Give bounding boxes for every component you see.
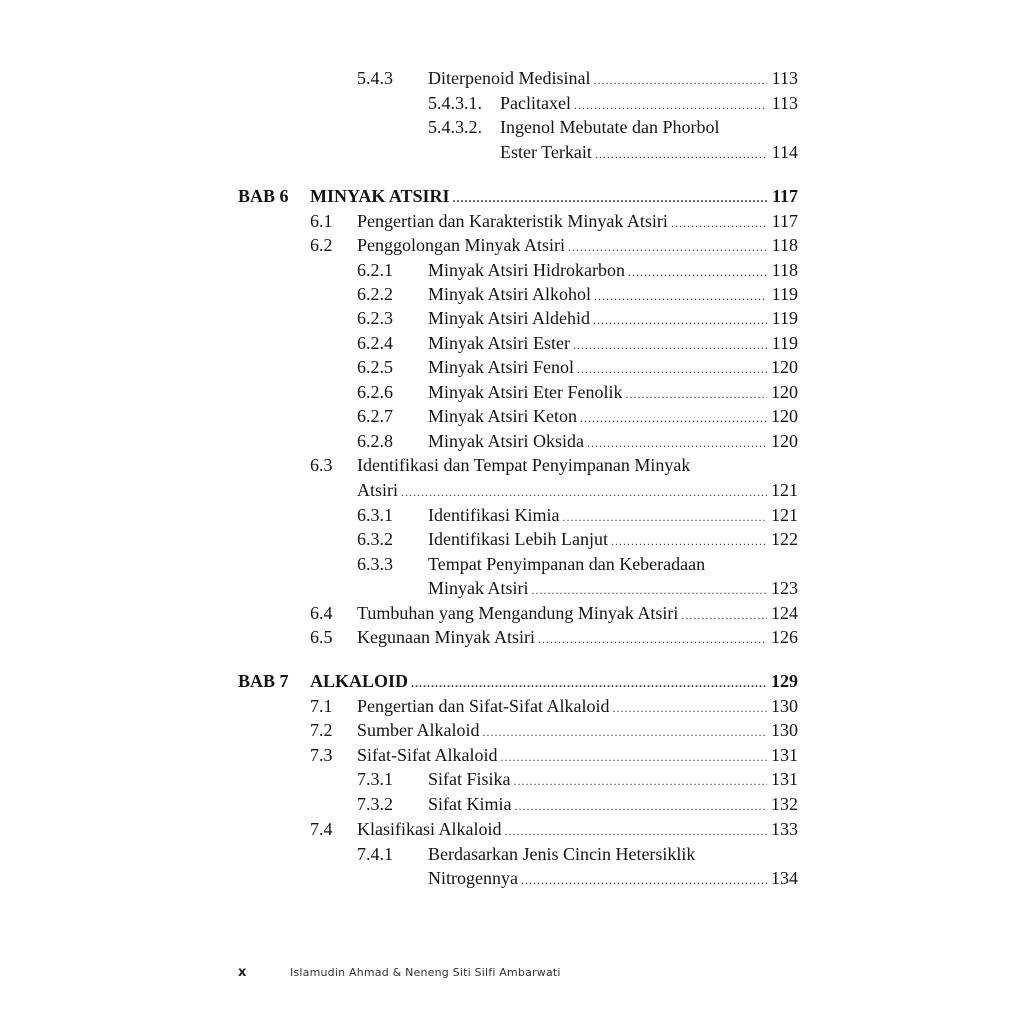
toc-title: Sifat-Sifat Alkaloid [357,745,498,765]
toc-entry-6-3-3-line2[interactable] [428,576,798,600]
dot-leader [625,382,767,406]
toc-number: 5.4.3.2. [428,117,482,137]
toc-entry-7-3-1[interactable] [428,767,798,791]
dot-leader [504,819,767,843]
toc-number: 6.2.4 [357,333,393,353]
toc-entry-7-4-1-line2[interactable] [428,866,798,890]
toc-page: 119 [771,284,798,304]
toc-chapter-7[interactable] [310,669,798,693]
toc-page: 113 [771,68,798,88]
toc-entry-6-2-4[interactable] [428,331,798,355]
dot-leader [532,578,767,602]
toc-number: 7.3.1 [357,769,393,789]
toc-number: 6.4 [310,603,333,623]
toc-title: Klasifikasi Alkaloid [357,819,502,839]
toc-entry-7-1[interactable] [357,694,798,718]
toc-title: Identifikasi Lebih Lanjut [428,529,608,549]
toc-page: 114 [771,142,798,162]
chapter-number: BAB 6 [238,186,289,206]
toc-page: 113 [771,93,798,113]
toc-title: Nitrogennya [428,868,518,888]
toc-entry-7-4[interactable] [357,817,798,841]
dot-leader [594,284,767,308]
toc-number: 6.2 [310,235,333,255]
dot-leader [681,603,767,627]
dot-leader [453,186,767,210]
dot-leader [573,333,767,357]
dot-leader [580,406,767,430]
toc-page: 119 [771,308,798,328]
toc-entry-5-4-3[interactable] [428,66,798,90]
toc-title: Pengertian dan Sifat-Sifat Alkaloid [357,696,610,716]
toc-number: 6.2.2 [357,284,393,304]
toc-page: 129 [771,671,798,691]
toc-title: Sumber Alkaloid [357,720,480,740]
dot-leader [515,794,768,818]
dot-leader [593,308,767,332]
toc-entry-6-3-2[interactable] [428,527,798,551]
toc-number: 6.2.8 [357,431,393,451]
toc-title: Minyak Atsiri Alkohol [428,284,592,304]
toc-entry-6-2-8[interactable] [428,429,798,453]
toc-title: Tumbuhan yang Mengandung Minyak Atsiri [357,603,679,623]
dot-leader [562,505,767,529]
toc-entry-6-3-1[interactable] [428,503,798,527]
toc-number: 7.2 [310,720,333,740]
dot-leader [538,627,767,651]
toc-entry-6-2-1[interactable] [428,258,798,282]
toc-title: Minyak Atsiri Hidrokarbon [428,260,625,280]
toc-number: 6.2.6 [357,382,393,402]
toc-page: 131 [771,745,798,765]
toc-title: Minyak Atsiri Ester [428,333,570,353]
toc-title: Ester Terkait [500,142,592,162]
toc-title: Minyak Atsiri Oksida [428,431,584,451]
toc-entry-7-4-1-line1[interactable] [428,842,798,866]
toc-page: 120 [771,406,798,426]
dot-leader [521,868,767,892]
toc-number: 5.4.3.1. [428,93,482,113]
dot-leader [411,671,767,695]
toc-number: 5.4.3 [357,68,393,88]
toc-page: 122 [771,529,798,549]
dot-leader [628,260,767,284]
toc-entry-6-1[interactable] [357,209,798,233]
toc-page: 123 [771,578,798,598]
toc-number: 6.2.7 [357,406,393,426]
toc-entry-6-2-5[interactable] [428,355,798,379]
toc-entry-6-2-2[interactable] [428,282,798,306]
toc-title: Identifikasi Kimia [428,505,560,525]
toc-title: Tempat Penyimpanan dan Keberadaan [428,554,706,574]
toc-entry-6-2-7[interactable] [428,404,798,428]
toc-page: 133 [771,819,798,839]
toc-title: Minyak Atsiri [428,578,529,598]
toc-number: 7.4.1 [357,844,393,864]
dot-leader [595,142,767,166]
chapter-title: ALKALOID [310,671,409,691]
toc-number: 7.3 [310,745,333,765]
toc-entry-6-2-3[interactable] [428,306,798,330]
toc-title: Penggolongan Minyak Atsiri [357,235,565,255]
dot-leader [514,769,767,793]
toc-entry-5-4-3-2-line2[interactable] [500,140,798,164]
toc-entry-6-5[interactable] [357,625,798,649]
chapter-number: BAB 7 [238,671,289,691]
toc-entry-6-3-line1[interactable] [357,453,798,477]
toc-entry-6-4[interactable] [357,601,798,625]
dot-leader [612,696,767,720]
toc-number: 6.1 [310,211,333,231]
toc-page: 120 [771,431,798,451]
toc-title: Identifikasi dan Tempat Penyimpanan Minyak [357,455,691,475]
toc-page: 130 [771,720,798,740]
toc-page: 120 [771,382,798,402]
toc-number: 7.4 [310,819,333,839]
footer-authors: Islamudin Ahmad & Neneng Siti Silfi Ambarwati [290,966,561,979]
toc-number: 7.3.2 [357,794,393,814]
dot-leader [483,720,768,744]
toc-number: 6.3.1 [357,505,393,525]
toc-number: 6.2.3 [357,308,393,328]
dot-leader [587,431,767,455]
toc-page: 121 [771,505,798,525]
toc-title: Minyak Atsiri Keton [428,406,577,426]
toc-title: Pengertian dan Karakteristik Minyak Atsiri [357,211,668,231]
toc-page: 132 [771,794,798,814]
toc-entry-6-2-6[interactable] [428,380,798,404]
toc-entry-7-3-2[interactable] [428,792,798,816]
toc-number: 6.5 [310,627,333,647]
toc-number: 6.2.5 [357,357,393,377]
toc-number: 6.3 [310,455,333,475]
toc-entry-7-2[interactable] [357,718,798,742]
toc-page: 130 [771,696,798,716]
toc-page: 119 [771,333,798,353]
toc-page: 131 [771,769,798,789]
dot-leader [671,211,767,235]
toc-title: Minyak Atsiri Fenol [428,357,575,377]
toc-page: 121 [771,480,798,500]
toc-title: Sifat Fisika [428,769,511,789]
toc-page: 118 [771,235,798,255]
toc-number: 6.2.1 [357,260,393,280]
toc-number: 6.3.3 [357,554,393,574]
toc-title: Minyak Atsiri Aldehid [428,308,590,328]
toc-page: 124 [771,603,798,623]
chapter-title: MINYAK ATSIRI [310,186,450,206]
dot-leader [500,745,767,769]
toc-entry-6-3-3-line1[interactable] [428,552,798,576]
dot-leader [611,529,767,553]
dot-leader [574,93,767,117]
footer-page-number: x [238,965,247,980]
toc-page: 126 [771,627,798,647]
toc-entry-6-2[interactable] [357,233,798,257]
toc-number: 7.1 [310,696,333,716]
toc-title: Sifat Kimia [428,794,512,814]
toc-title: Ingenol Mebutate dan Phorbol [500,117,720,137]
toc-title: Berdasarkan Jenis Cincin Hetersiklik [428,844,696,864]
dot-leader [577,357,767,381]
dot-leader [593,68,767,92]
toc-chapter-6[interactable] [310,184,798,208]
toc-title: Kegunaan Minyak Atsiri [357,627,535,647]
toc-entry-5-4-3-1[interactable] [500,91,798,115]
toc-title: Atsiri [357,480,399,500]
toc-page: 117 [771,186,798,206]
toc-entry-7-3[interactable] [357,743,798,767]
toc-entry-5-4-3-2-line1[interactable] [500,115,798,139]
toc-page: 118 [771,260,798,280]
toc-title: Diterpenoid Medisinal [428,68,591,88]
toc-title: Paclitaxel [500,93,571,113]
dot-leader [401,480,767,504]
toc-page: 134 [771,868,798,888]
dot-leader [568,235,767,259]
toc-title: Minyak Atsiri Eter Fenolik [428,382,623,402]
toc-entry-6-3-line2[interactable] [357,478,798,502]
toc-page: 117 [771,211,798,231]
toc-page: 120 [771,357,798,377]
toc-number: 6.3.2 [357,529,393,549]
